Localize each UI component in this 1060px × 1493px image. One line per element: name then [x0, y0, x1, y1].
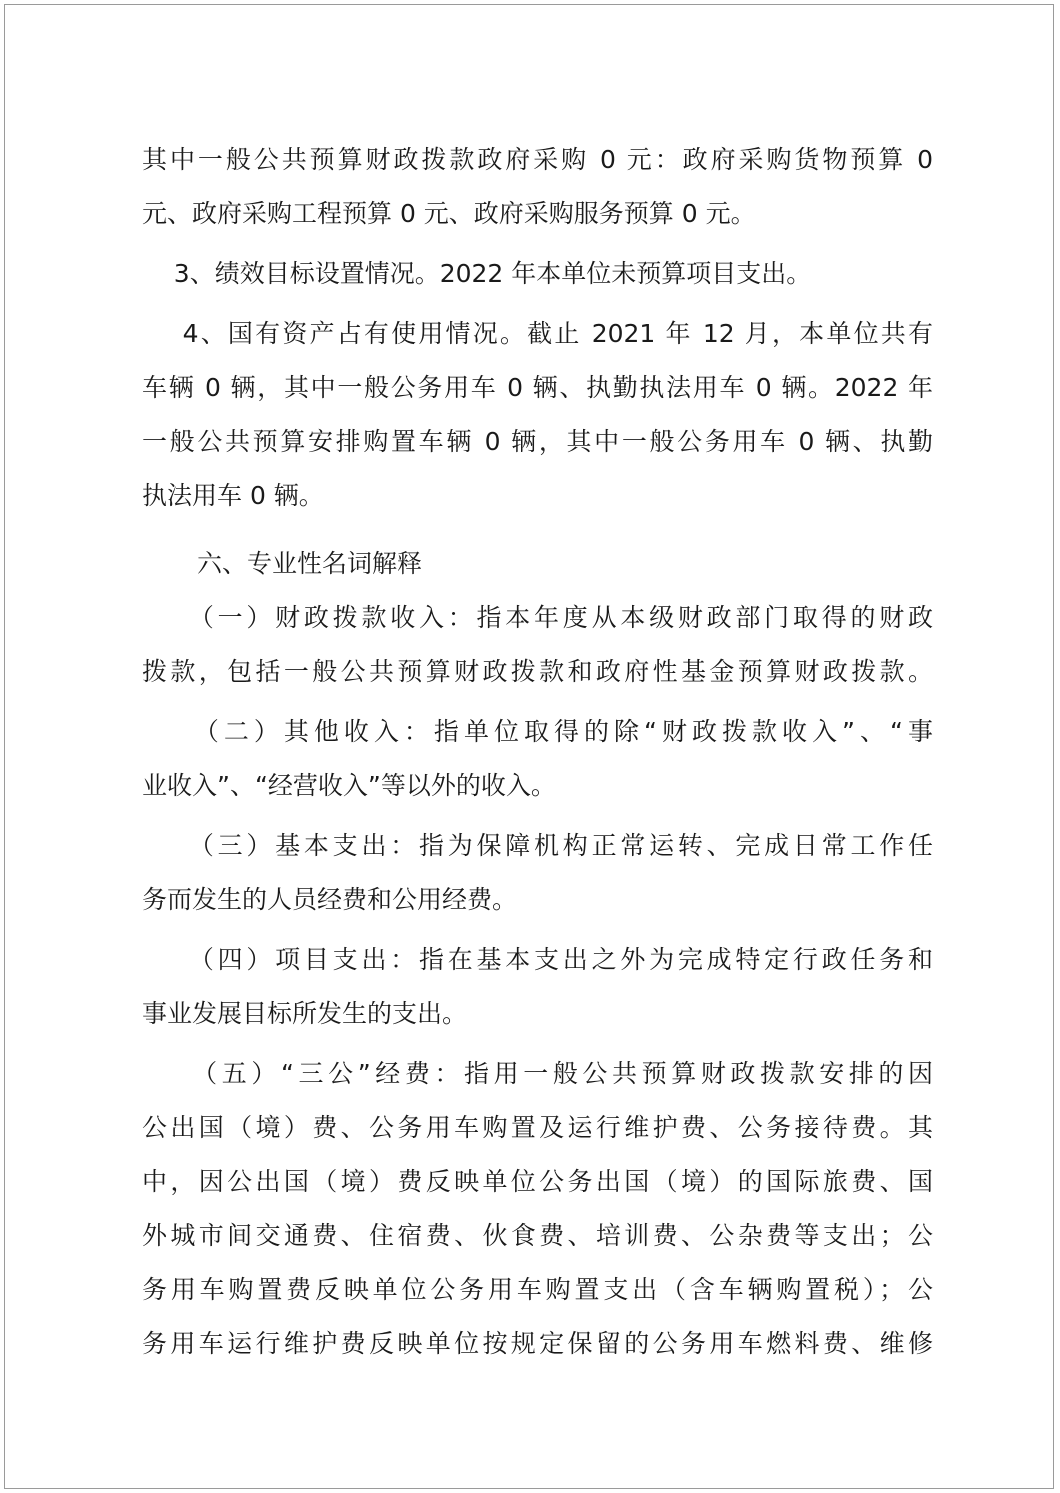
section-heading: 六、专业性名词解释 [197, 549, 423, 578]
paragraph-line: （五）“三公”经费：指用一般公共预算财政拨款安排的因 [142, 1059, 933, 1088]
paragraph-line: （三）基本支出：指为保障机构正常运转、完成日常工作任 [142, 831, 933, 860]
paragraph-line: 一般公共预算安排购置车辆 0 辆，其中一般公务用车 0 辆、执勤 [142, 427, 933, 456]
paragraph-line: 事业发展目标所发生的支出。 [142, 999, 468, 1028]
paragraph-line: （二）其他收入：指单位取得的除“财政拨款收入”、“事 [142, 717, 933, 746]
paragraph-line: 拨款，包括一般公共预算财政拨款和政府性基金预算财政拨款。 [142, 657, 933, 686]
paragraph-line: 公出国（境）费、公务用车购置及运行维护费、公务接待费。其 [142, 1113, 933, 1142]
paragraph-line: （四）项目支出：指在基本支出之外为完成特定行政任务和 [142, 945, 933, 974]
paragraph-line: 中，因公出国（境）费反映单位公务出国（境）的国际旅费、国 [142, 1167, 933, 1196]
paragraph-line: 业收入”、“经营收入”等以外的收入。 [142, 771, 556, 800]
paragraph-line: 务用车购置费反映单位公务用车购置支出（含车辆购置税）；公 [142, 1275, 933, 1304]
paragraph-line: 执法用车 0 辆。 [142, 481, 324, 510]
paragraph-line: 车辆 0 辆，其中一般公务用车 0 辆、执勤执法用车 0 辆。2022 年 [142, 373, 933, 402]
paragraph-line: 其中一般公共预算财政拨款政府采购 0 元：政府采购货物预算 0 [142, 145, 933, 174]
page-frame [4, 4, 1054, 1489]
paragraph-line: 3、绩效目标设置情况。2022 年本单位未预算项目支出。 [142, 259, 812, 288]
paragraph-line: 外城市间交通费、住宿费、伙食费、培训费、公杂费等支出；公 [142, 1221, 933, 1250]
paragraph-line: （一）财政拨款收入：指本年度从本级财政部门取得的财政 [142, 603, 933, 632]
paragraph-line: 4、国有资产占有使用情况。截止 2021 年 12 月，本单位共有 [142, 319, 933, 348]
paragraph-line: 务用车运行维护费反映单位按规定保留的公务用车燃料费、维修 [142, 1329, 933, 1358]
paragraph-line: 务而发生的人员经费和公用经费。 [142, 885, 518, 914]
document-body [142, 133, 933, 1371]
paragraph-line: 元、政府采购工程预算 0 元、政府采购服务预算 0 元。 [142, 199, 756, 228]
